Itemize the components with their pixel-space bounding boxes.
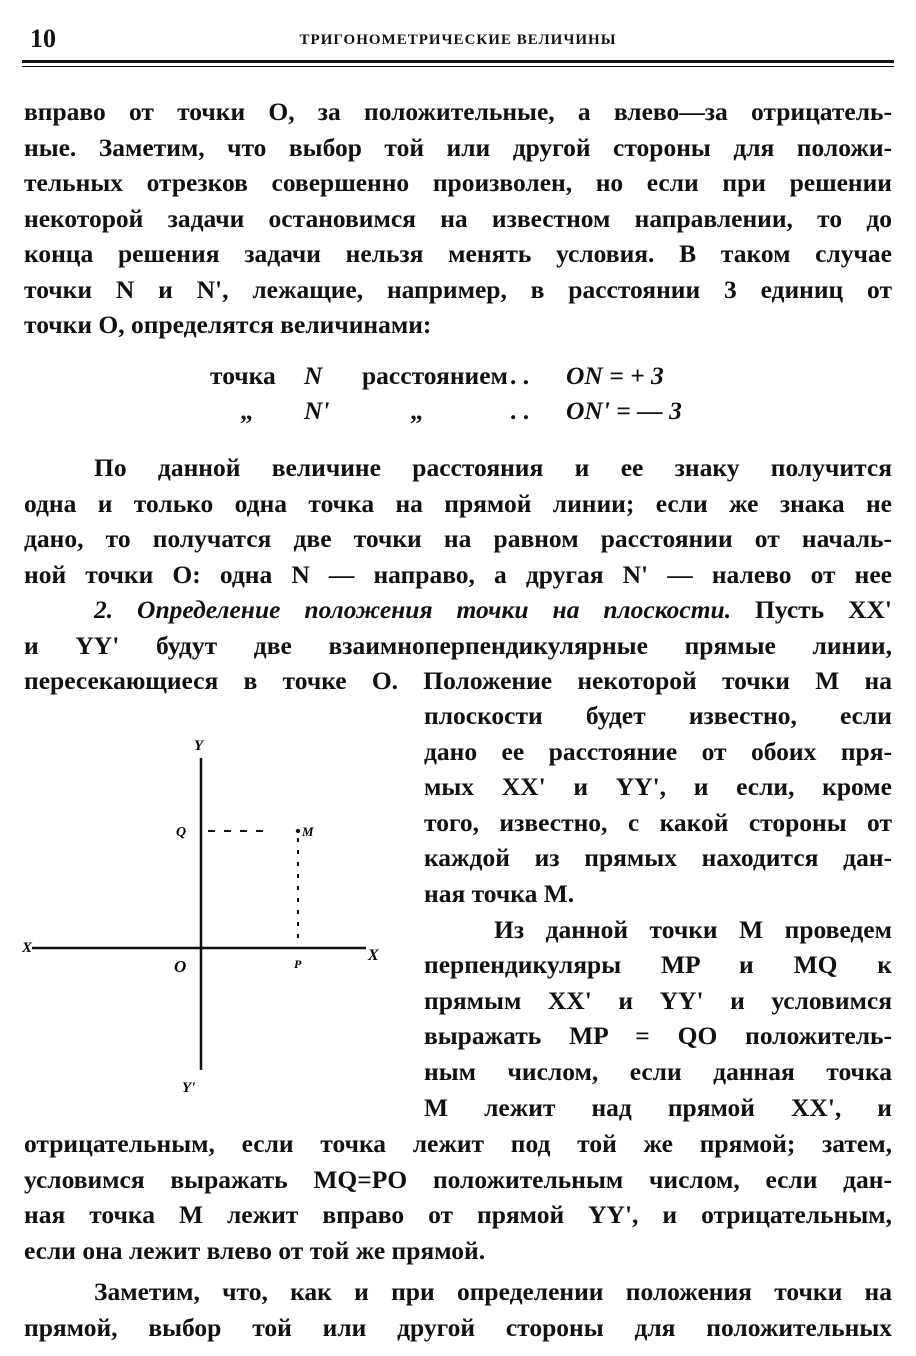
text-line: тельных отрезков совершенно произволен, но если при решении [24,168,892,197]
paragraph-3 [24,1126,892,1268]
text-line: прямой, выбор той или другой стороны для положительных [24,1312,892,1342]
section-2 [24,592,892,699]
text-line: условимся выражать MQ=PO положительным числом, если дан- [24,1164,892,1194]
paragraph-1 [24,94,892,343]
formula-label: „ [240,396,253,425]
text-line: пересекающиеся в точке O. Положение некоторой точки M на [24,666,892,695]
text-line: конца решения задачи нельзя менять условия. В таком случае [24,239,892,268]
text-line: одна и только одна точка на прямой линии; если же знака не [24,488,892,518]
formula-word: „ [410,396,423,425]
label-y: Y [194,738,204,754]
page-number: 10 [30,24,56,53]
formula-dots: . . [510,361,530,390]
formula-point: N' [304,396,330,425]
text-line: того, известно, с какой стороны от [424,807,892,837]
text-line: точки O, определятся величинами: [24,310,432,339]
text-line: M лежит над прямой XX', и [424,1092,892,1122]
label-m: M [302,824,314,839]
point-m [296,829,300,833]
text-line: отрицательным, если точка лежит под той же прямой; затем, [24,1129,892,1158]
formula-point: N [304,361,323,390]
text-line: вправо от точки O, за положительные, а влево—за отрицатель- [24,97,892,126]
text-line: ным числом, если данная точка [424,1056,892,1086]
text-line: Из данной точки M проведем [494,914,892,944]
label-x-left: X [22,940,33,956]
text-line: ные. Заметим, что выбор той или другой стороны для положи- [24,132,892,162]
text-line: ная точка M. [424,878,575,908]
text-line: ной точки O: одна N — направо, а другая N' — налево от нее [24,559,892,589]
text-line: и YY' будут две взаимноперпендикулярные прямые линии, [24,630,892,660]
text-line: дано ее расстояние от обоих пря- [424,736,892,766]
section-heading: 2. Определение положения точки на плоскости. [94,595,732,624]
text-line: Заметим, что, как и при определении положения точки на [94,1277,892,1306]
coordinate-diagram [18,730,398,1100]
coordinate-figure [18,730,398,1100]
right-column-text [424,698,892,1125]
text-line: некоторой задачи остановимся на известном направлении, то до [24,203,892,233]
formula-dots: . . [510,396,530,425]
label-o: O [174,957,187,976]
label-p: P [294,957,302,971]
text-line: перпендикуляры MP и MQ к [424,950,892,980]
label-x-right: X [368,947,379,964]
paragraph-2 [24,450,892,592]
label-y-prime: Y' [182,1080,196,1096]
paragraph-4 [24,1274,892,1345]
formula-value: ON = + 3 [566,361,664,390]
formula-value: ON' = — 3 [566,396,682,425]
text-line: выражать MP = QO положитель- [424,1021,892,1051]
text-line: плоскости будет известно, если [424,701,892,730]
text-line: если она лежит влево от той же прямой. [24,1235,486,1265]
formula-label: точка [210,361,276,390]
text-fragment: Пусть XX' [755,595,892,624]
page-header [22,22,894,62]
text-line: каждой из прямых находится дан- [424,843,892,873]
text-line: точки N и N', лежащие, например, в расстоянии 3 единиц от [24,274,892,304]
text-line: дано, то получатся две точки на равном расстоянии от началь- [24,524,892,553]
header-rule-thin [22,66,894,67]
section-first-line [24,592,892,628]
header-rule-thick [22,60,894,63]
running-head: ТРИГОНОМЕТРИЧЕСКИЕ ВЕЛИЧИНЫ [299,32,617,48]
formula-word: расстоянием [362,361,508,390]
label-q: Q [176,825,187,840]
text-line: ная точка M лежит вправо от прямой YY', и отрицательным, [24,1200,892,1229]
text-line: По данной величине расстояния и ее знаку получится [94,453,892,482]
text-line: прямым XX' и YY' и условимся [424,985,892,1015]
text-line: мых XX' и YY', и если, кроме [424,772,892,802]
